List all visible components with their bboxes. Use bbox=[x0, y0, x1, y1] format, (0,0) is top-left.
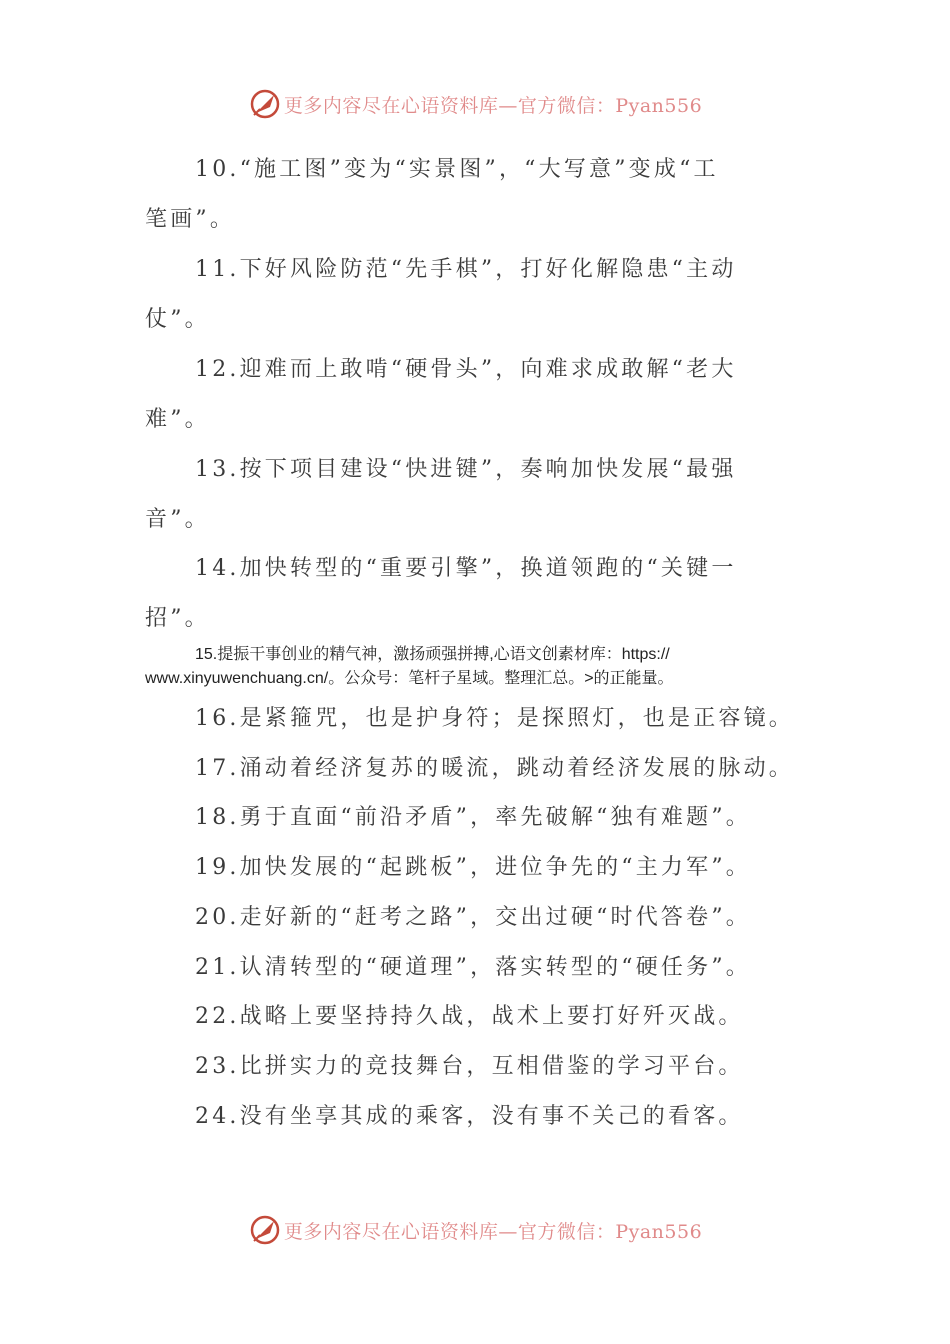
footer-text: 更多内容尽在心语资料库—官方微信：Pyan556 bbox=[283, 1220, 703, 1243]
line-11b: 仗”。 bbox=[145, 307, 210, 332]
line-11a: 11.下好风险防范“先手棋”，打好化解隐患“主动 bbox=[195, 257, 737, 282]
line-14a: 14.加快转型的“重要引擎”，换道领跑的“关键一 bbox=[195, 556, 737, 581]
footer-banner bbox=[0, 1210, 950, 1250]
quill-logo-icon bbox=[248, 1213, 282, 1247]
line-22: 22.战略上要坚持持久战，战术上要打好歼灭战。 bbox=[195, 1004, 744, 1029]
line-13a: 13.按下项目建设“快进键”，奏响加快发展“最强 bbox=[195, 457, 737, 482]
line-10a: 10.“施工图”变为“实景图”，“大写意”变成“工 bbox=[195, 157, 719, 182]
line-21: 21.认清转型的“硬道理”，落实转型的“硬任务”。 bbox=[195, 955, 751, 980]
line-12a: 12.迎难而上敢啃“硬骨头”，向难求成敢解“老大 bbox=[195, 357, 737, 382]
line-16: 16.是紧箍咒，也是护身符；是探照灯，也是正容镜。 bbox=[195, 706, 794, 731]
line-17: 17.涌动着经济复苏的暖流，跳动着经济发展的脉动。 bbox=[195, 756, 794, 781]
line-20: 20.走好新的“赶考之路”，交出过硬“时代答卷”。 bbox=[195, 905, 751, 930]
header-text: 更多内容尽在心语资料库—官方微信：Pyan556 bbox=[283, 94, 703, 117]
line-15a: 15.提振干事创业的精气神，激扬顽强拼搏,心语文创素材库：https:// bbox=[195, 646, 670, 663]
line-12b: 难”。 bbox=[145, 407, 210, 432]
line-14b: 招”。 bbox=[145, 606, 210, 631]
line-24: 24.没有坐享其成的乘客，没有事不关己的看客。 bbox=[195, 1104, 744, 1129]
line-18: 18.勇于直面“前沿矛盾”，率先破解“独有难题”。 bbox=[195, 805, 751, 830]
line-10b: 笔画”。 bbox=[145, 207, 236, 232]
line-13b: 音”。 bbox=[145, 507, 210, 532]
line-23: 23.比拼实力的竞技舞台，互相借鉴的学习平台。 bbox=[195, 1054, 744, 1079]
line-15b: www.xinyuwenchuang.cn/。公众号：笔杆子星域。整理汇总。>的正能量。 bbox=[145, 670, 674, 687]
line-19: 19.加快发展的“起跳板”，进位争先的“主力军”。 bbox=[195, 855, 751, 880]
